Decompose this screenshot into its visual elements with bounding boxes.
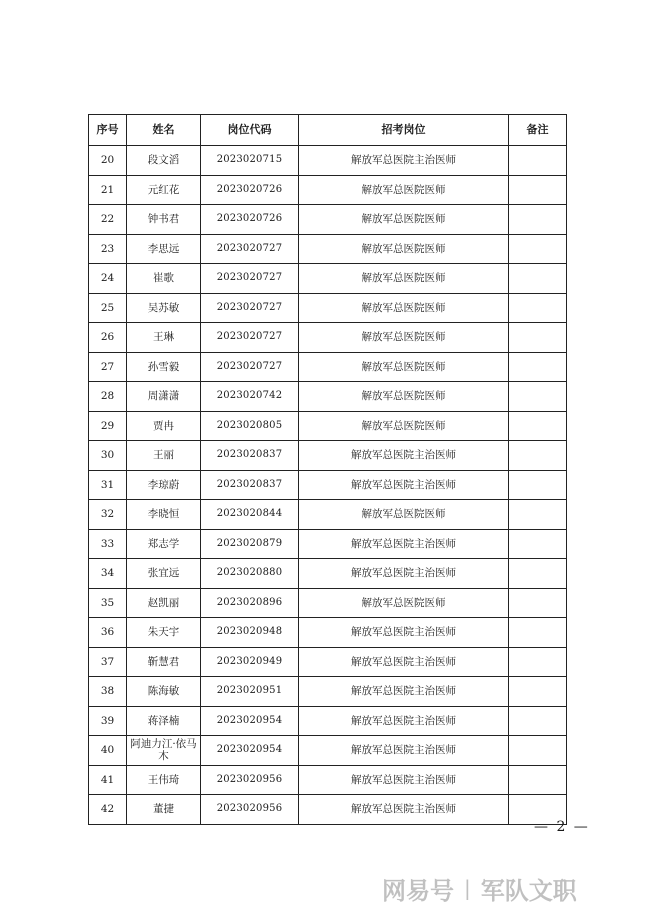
cell-position: 解放军总医院医师 xyxy=(299,352,509,382)
cell-position: 解放军总医院主治医师 xyxy=(299,765,509,795)
cell-seq: 42 xyxy=(89,795,127,825)
cell-code: 2023020837 xyxy=(201,441,299,471)
cell-code: 2023020742 xyxy=(201,382,299,412)
cell-name: 李晓恒 xyxy=(127,500,201,530)
cell-seq: 27 xyxy=(89,352,127,382)
cell-seq: 40 xyxy=(89,736,127,766)
watermark-separator: | xyxy=(464,876,471,900)
cell-seq: 31 xyxy=(89,470,127,500)
header-position: 招考岗位 xyxy=(299,115,509,146)
cell-position: 解放军总医院主治医师 xyxy=(299,677,509,707)
cell-position: 解放军总医院主治医师 xyxy=(299,470,509,500)
cell-name: 王琳 xyxy=(127,323,201,353)
cell-code: 2023020954 xyxy=(201,736,299,766)
cell-remark xyxy=(509,500,567,530)
cell-code: 2023020896 xyxy=(201,588,299,618)
table-row xyxy=(89,559,567,589)
cell-remark xyxy=(509,234,567,264)
cell-code: 2023020727 xyxy=(201,264,299,294)
cell-seq: 35 xyxy=(89,588,127,618)
cell-code: 2023020726 xyxy=(201,205,299,235)
cell-remark xyxy=(509,647,567,677)
table-row xyxy=(89,205,567,235)
cell-position: 解放军总医院主治医师 xyxy=(299,529,509,559)
table-header-row xyxy=(89,115,567,146)
cell-position: 解放军总医院医师 xyxy=(299,500,509,530)
cell-code: 2023020948 xyxy=(201,618,299,648)
cell-name: 元红花 xyxy=(127,175,201,205)
cell-code: 2023020880 xyxy=(201,559,299,589)
cell-position: 解放军总医院医师 xyxy=(299,175,509,205)
table-row xyxy=(89,588,567,618)
cell-seq: 23 xyxy=(89,234,127,264)
cell-seq: 28 xyxy=(89,382,127,412)
table-row xyxy=(89,441,567,471)
cell-position: 解放军总医院主治医师 xyxy=(299,647,509,677)
cell-seq: 22 xyxy=(89,205,127,235)
cell-remark xyxy=(509,323,567,353)
table-row xyxy=(89,264,567,294)
cell-seq: 34 xyxy=(89,559,127,589)
table-row xyxy=(89,175,567,205)
cell-remark xyxy=(509,411,567,441)
header-code: 岗位代码 xyxy=(201,115,299,146)
cell-code: 2023020715 xyxy=(201,146,299,176)
cell-code: 2023020951 xyxy=(201,677,299,707)
cell-position: 解放军总医院医师 xyxy=(299,382,509,412)
cell-name: 陈海敏 xyxy=(127,677,201,707)
cell-code: 2023020956 xyxy=(201,765,299,795)
cell-name: 郑志学 xyxy=(127,529,201,559)
cell-remark xyxy=(509,706,567,736)
cell-remark xyxy=(509,618,567,648)
cell-code: 2023020879 xyxy=(201,529,299,559)
cell-seq: 36 xyxy=(89,618,127,648)
cell-remark xyxy=(509,470,567,500)
cell-position: 解放军总医院医师 xyxy=(299,234,509,264)
table-row xyxy=(89,736,567,766)
cell-position: 解放军总医院主治医师 xyxy=(299,441,509,471)
cell-remark xyxy=(509,293,567,323)
cell-remark xyxy=(509,382,567,412)
cell-name: 靳慧君 xyxy=(127,647,201,677)
cell-position: 解放军总医院主治医师 xyxy=(299,706,509,736)
cell-remark xyxy=(509,529,567,559)
cell-position: 解放军总医院医师 xyxy=(299,411,509,441)
cell-name: 王丽 xyxy=(127,441,201,471)
cell-name: 孙雪毅 xyxy=(127,352,201,382)
cell-code: 2023020837 xyxy=(201,470,299,500)
cell-seq: 29 xyxy=(89,411,127,441)
cell-code: 2023020727 xyxy=(201,293,299,323)
cell-seq: 24 xyxy=(89,264,127,294)
cell-remark xyxy=(509,736,567,766)
cell-name: 钟书君 xyxy=(127,205,201,235)
table-row xyxy=(89,382,567,412)
cell-name: 段文滔 xyxy=(127,146,201,176)
watermark-account: 军队文职 xyxy=(480,876,577,905)
watermark xyxy=(382,868,642,908)
cell-code: 2023020949 xyxy=(201,647,299,677)
cell-position: 解放军总医院医师 xyxy=(299,264,509,294)
cell-seq: 39 xyxy=(89,706,127,736)
cell-name: 周潇潇 xyxy=(127,382,201,412)
cell-name: 李思远 xyxy=(127,234,201,264)
table-row xyxy=(89,352,567,382)
cell-name: 王伟琦 xyxy=(127,765,201,795)
cell-position: 解放军总医院医师 xyxy=(299,205,509,235)
cell-remark xyxy=(509,677,567,707)
table-row xyxy=(89,647,567,677)
table-row xyxy=(89,765,567,795)
table-row xyxy=(89,411,567,441)
cell-position: 解放军总医院主治医师 xyxy=(299,559,509,589)
cell-seq: 20 xyxy=(89,146,127,176)
cell-name: 董捷 xyxy=(127,795,201,825)
table-row xyxy=(89,677,567,707)
cell-name: 李琼蔚 xyxy=(127,470,201,500)
candidate-table xyxy=(88,114,567,825)
cell-code: 2023020727 xyxy=(201,234,299,264)
cell-name: 张宜远 xyxy=(127,559,201,589)
cell-code: 2023020844 xyxy=(201,500,299,530)
cell-position: 解放军总医院医师 xyxy=(299,323,509,353)
cell-seq: 21 xyxy=(89,175,127,205)
cell-remark xyxy=(509,205,567,235)
page-number: — 2 — xyxy=(534,819,590,835)
header-name: 姓名 xyxy=(127,115,201,146)
cell-code: 2023020726 xyxy=(201,175,299,205)
table-row xyxy=(89,234,567,264)
cell-seq: 30 xyxy=(89,441,127,471)
table-row xyxy=(89,706,567,736)
cell-position: 解放军总医院主治医师 xyxy=(299,736,509,766)
cell-code: 2023020727 xyxy=(201,323,299,353)
cell-code: 2023020956 xyxy=(201,795,299,825)
table-row xyxy=(89,500,567,530)
cell-remark xyxy=(509,146,567,176)
cell-position: 解放军总医院主治医师 xyxy=(299,795,509,825)
cell-seq: 26 xyxy=(89,323,127,353)
header-remark: 备注 xyxy=(509,115,567,146)
cell-name: 蒋泽楠 xyxy=(127,706,201,736)
cell-remark xyxy=(509,175,567,205)
cell-remark xyxy=(509,441,567,471)
table-row xyxy=(89,470,567,500)
cell-remark xyxy=(509,588,567,618)
cell-seq: 33 xyxy=(89,529,127,559)
cell-remark xyxy=(509,264,567,294)
cell-seq: 37 xyxy=(89,647,127,677)
table-body xyxy=(89,146,567,825)
cell-position: 解放军总医院医师 xyxy=(299,293,509,323)
cell-seq: 41 xyxy=(89,765,127,795)
cell-position: 解放军总医院主治医师 xyxy=(299,146,509,176)
cell-position: 解放军总医院主治医师 xyxy=(299,618,509,648)
cell-code: 2023020954 xyxy=(201,706,299,736)
cell-seq: 25 xyxy=(89,293,127,323)
watermark-brand: 网易号 xyxy=(382,876,454,905)
cell-name: 吴苏敏 xyxy=(127,293,201,323)
cell-name: 贾冉 xyxy=(127,411,201,441)
cell-code: 2023020727 xyxy=(201,352,299,382)
table-row xyxy=(89,293,567,323)
table-row xyxy=(89,529,567,559)
header-seq: 序号 xyxy=(89,115,127,146)
cell-remark xyxy=(509,559,567,589)
table-row xyxy=(89,323,567,353)
cell-name: 崔歌 xyxy=(127,264,201,294)
cell-code: 2023020805 xyxy=(201,411,299,441)
cell-name: 赵凯丽 xyxy=(127,588,201,618)
cell-name: 朱天宇 xyxy=(127,618,201,648)
cell-name: 阿迪力江·依马木 xyxy=(127,736,201,766)
cell-seq: 38 xyxy=(89,677,127,707)
table-row xyxy=(89,618,567,648)
cell-remark xyxy=(509,765,567,795)
cell-position: 解放军总医院医师 xyxy=(299,588,509,618)
cell-seq: 32 xyxy=(89,500,127,530)
table-row xyxy=(89,795,567,825)
table-row xyxy=(89,146,567,176)
cell-remark xyxy=(509,352,567,382)
